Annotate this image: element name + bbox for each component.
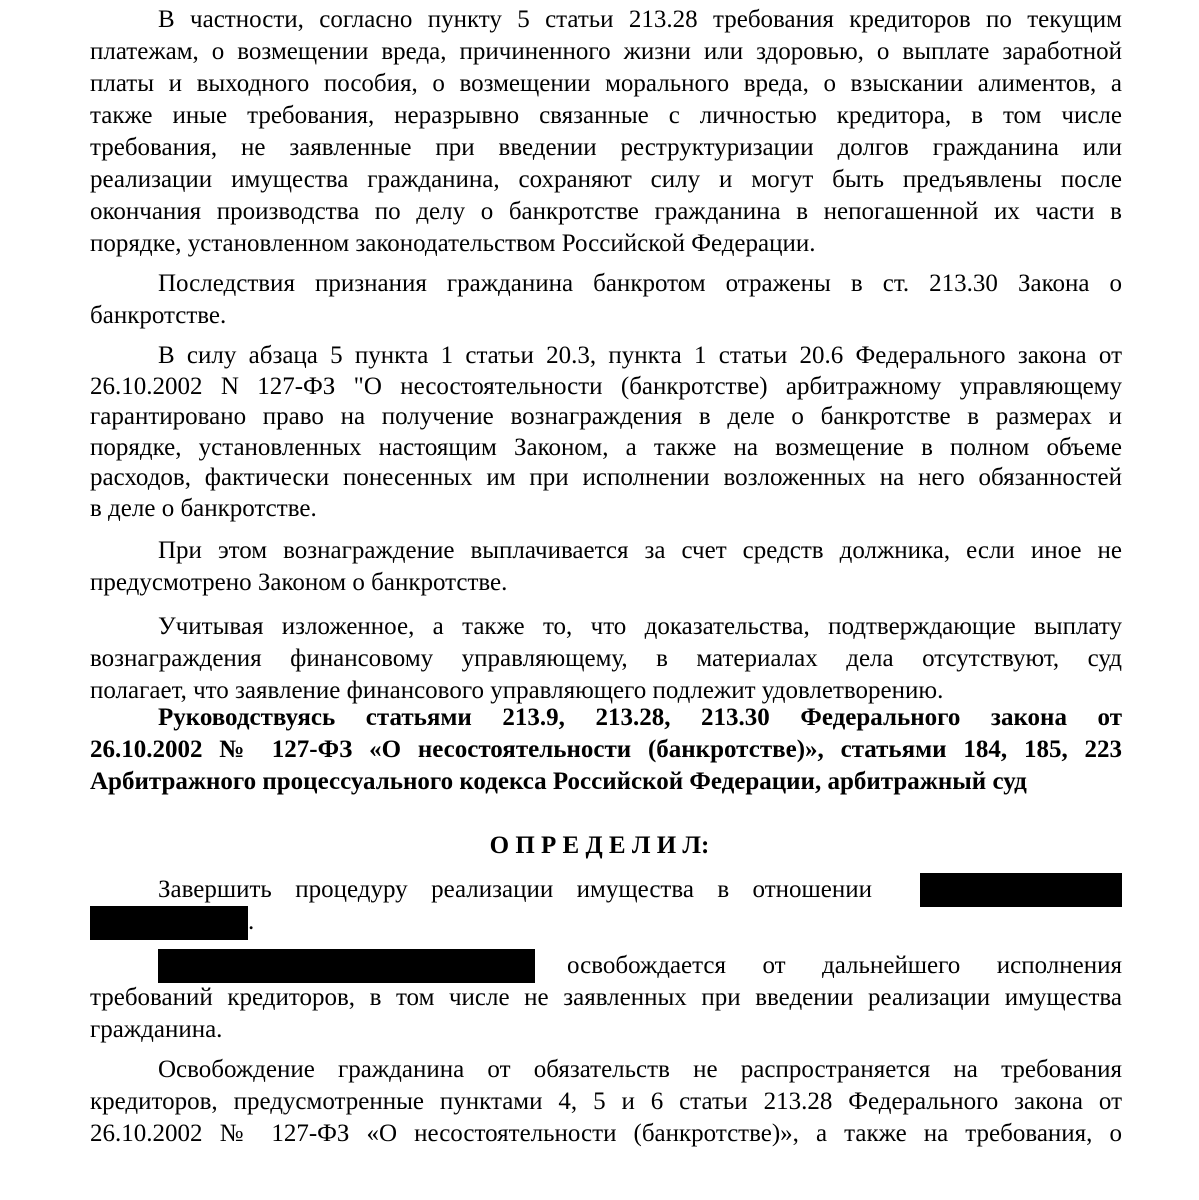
text-line: в деле о банкротстве. bbox=[90, 494, 317, 522]
paragraph-current-payments bbox=[90, 4, 1122, 260]
text-line: гарантировано право на получение вознаграждения в деле о банкротстве в размерах и bbox=[90, 403, 1122, 430]
text-line: банкротстве. bbox=[90, 302, 227, 329]
text-line: 26.10.2002 № 127-ФЗ «О несостоятельности (банкротстве)», статьями 184, 185, 223 bbox=[90, 736, 1122, 763]
text-line: Последствия признания гражданина банкротом отражены в ст. 213.30 Закона о bbox=[158, 270, 1122, 297]
text-line: требований кредиторов, в том числе не заявленных при введении реализации имущества bbox=[90, 984, 1122, 1011]
text-line: В силу абзаца 5 пункта 1 статьи 20.3, пункта 1 статьи 20.6 Федерального закона от bbox=[158, 342, 1122, 369]
text-line: Учитывая изложенное, а также то, что доказательства, подтверждающие выплату bbox=[158, 613, 1122, 640]
text-line: порядке, установленном законодательством Российской Федерации. bbox=[90, 230, 816, 257]
text-line: реализации имущества гражданина, сохраняют силу и могут быть предъявлены после bbox=[90, 166, 1122, 193]
paragraph-remuneration-right bbox=[90, 341, 1122, 524]
text-line: предусмотрено Законом о банкротстве. bbox=[90, 569, 508, 596]
paragraph-conclusion bbox=[90, 611, 1122, 707]
text-line: освобождается от дальнейшего исполнения bbox=[567, 952, 1122, 979]
paragraph-complete-procedure bbox=[90, 874, 1122, 938]
text-line: кредиторов, предусмотренные пунктами 4, 5 и 6 статьи 213.28 Федерального закона от bbox=[90, 1088, 1122, 1115]
text-line: полагает, что заявление финансового управляющего подлежит удовлетворению. bbox=[90, 677, 944, 704]
redacted-name bbox=[158, 949, 535, 983]
text-line: В частности, согласно пункту 5 статьи 213.28 требования кредиторов по текущим bbox=[158, 6, 1122, 33]
text-line: расходов, фактически понесенных им при исполнении возложенных на него обязанностей bbox=[90, 464, 1122, 491]
text-line: порядке, установленных настоящим Законом, а также на возмещение в полном объеме bbox=[90, 433, 1122, 461]
text-line: 26.10.2002 № 127-ФЗ «О несостоятельности (банкротстве)», а также на требования, о bbox=[90, 1120, 1122, 1147]
redacted-name bbox=[920, 873, 1122, 907]
text-line: окончания производства по делу о банкротстве гражданина в непогашенной их части в bbox=[90, 198, 1122, 225]
text-line: гражданина. bbox=[90, 1016, 223, 1043]
paragraph-remuneration-source bbox=[90, 535, 1122, 599]
text-line: также иные требования, неразрывно связанные с личностью кредитора, в том числе bbox=[90, 102, 1122, 129]
text-line: Руководствуясь статьями 213.9, 213.28, 213.30 Федерального закона от bbox=[158, 704, 1122, 731]
paragraph-release bbox=[90, 950, 1122, 1046]
redacted-name bbox=[90, 906, 248, 940]
text-line: Освобождение гражданина от обязательств не распространяется на требования bbox=[158, 1056, 1122, 1083]
text-line: вознаграждения финансовому управляющему, в материалах дела отсутствуют, суд bbox=[90, 645, 1122, 672]
text-line: Арбитражного процессуального кодекса Российской Федерации, арбитражный суд bbox=[90, 768, 1027, 795]
paragraph-exceptions bbox=[90, 1054, 1122, 1150]
text-line: Завершить процедуру реализации имущества в отношении bbox=[158, 876, 872, 903]
text-line: При этом вознаграждение выплачивается за счет средств должника, если иное не bbox=[158, 537, 1122, 564]
ruling-heading: О П Р Е Д Е Л И Л: bbox=[489, 832, 710, 859]
text-line: платежам, о возмещении вреда, причиненного жизни или здоровью, о выплате заработной bbox=[90, 38, 1122, 65]
text-line: . bbox=[248, 908, 255, 935]
text-line: 26.10.2002 N 127-ФЗ "О несостоятельности (банкротстве) арбитражному управляющему bbox=[90, 372, 1122, 400]
text-line: платы и выходного пособия, о возмещении морального вреда, о взыскании алиментов, а bbox=[90, 70, 1122, 97]
text-line: требования, не заявленные при введении реструктуризации долгов гражданина или bbox=[90, 134, 1122, 161]
paragraph-legal-basis bbox=[90, 702, 1122, 798]
paragraph-consequences bbox=[90, 268, 1122, 332]
